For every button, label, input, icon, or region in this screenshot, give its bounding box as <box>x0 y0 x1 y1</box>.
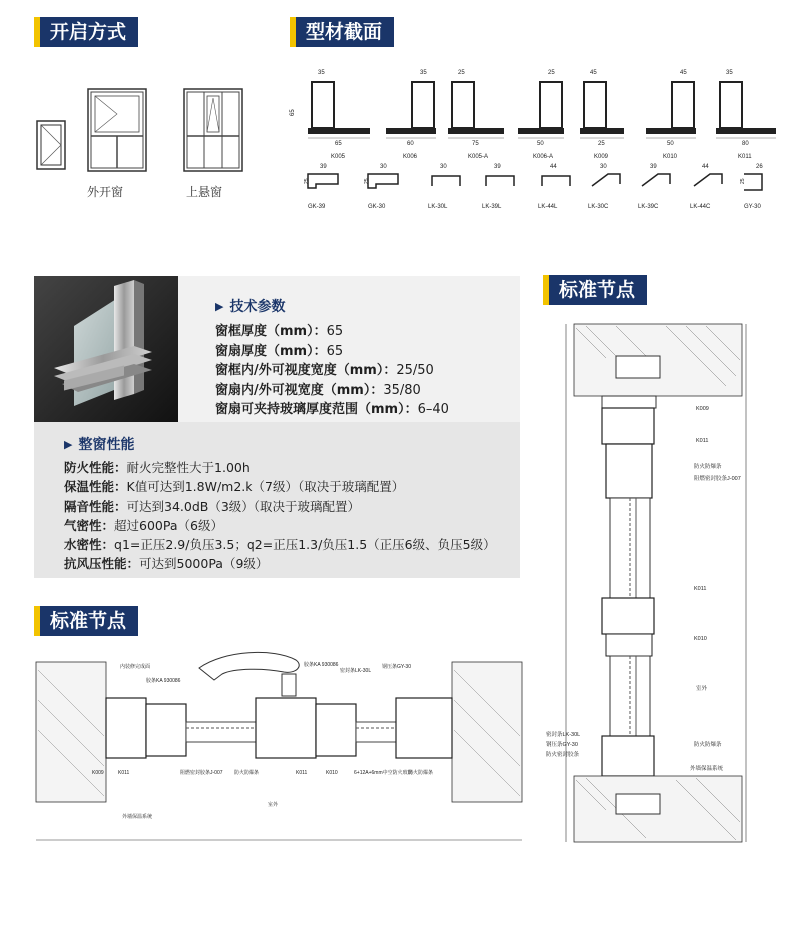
profile-side-dimension: 65 <box>290 109 296 116</box>
drawing-label: 防火防爆条 <box>694 742 722 748</box>
profile-body <box>744 174 762 190</box>
profile-bottom-dimension: 75 <box>472 141 479 147</box>
profile-top-dimension: 30 <box>440 164 447 170</box>
profile-code: K005 <box>331 154 346 160</box>
spec-value: 可达到5000Pa（9级） <box>139 556 269 572</box>
drawing-label: 防火防爆条 <box>694 464 722 470</box>
profile-body <box>592 174 620 186</box>
drawing-label: K011 <box>118 770 130 776</box>
spec-row <box>215 400 449 420</box>
drawing-label: K009 <box>696 406 709 412</box>
profile-sections <box>286 62 786 220</box>
spec-row <box>215 361 449 381</box>
profile-top-dimension: 39 <box>320 164 327 170</box>
profile-top-dimension: 30 <box>600 164 607 170</box>
profile-body <box>486 176 514 186</box>
spec-key: 窗扇厚度（mm）： <box>215 343 327 359</box>
profile-top-dimension: 39 <box>650 164 657 170</box>
spec-value: 35/80 <box>383 382 421 398</box>
spec-value: K值可达到1.8W/m2.k（7级）（取决于玻璃配置） <box>126 479 405 495</box>
profile-code: K010 <box>663 154 678 160</box>
spec-row <box>64 477 496 496</box>
spec-key: 气密性： <box>64 517 115 533</box>
spec-row <box>64 516 496 535</box>
profile-photo <box>34 276 178 422</box>
drawing-label: 胶条KA 930086 <box>146 678 181 684</box>
profile-body <box>308 174 338 188</box>
profile-bottom-dimension: 80 <box>742 141 749 147</box>
spec-row <box>64 554 496 573</box>
spec-key: 水密性： <box>64 537 115 553</box>
heading-nodes-bottom: 标准节点 <box>34 606 138 636</box>
profile-body <box>720 82 742 128</box>
spec-key: 抗风压性能： <box>64 556 140 572</box>
spec-value: 65 <box>326 343 344 359</box>
drawing-label: 阻燃密封胶条J-007 <box>180 770 223 776</box>
tech-params <box>215 322 449 420</box>
spec-row <box>215 322 449 342</box>
profile-code: LK-39L <box>482 204 502 210</box>
spec-row <box>64 458 496 477</box>
drawing-label: 室外 <box>696 686 708 692</box>
profile-top-dimension: 35 <box>318 70 325 76</box>
profile-body <box>542 176 570 186</box>
drawing-label: 内装修完成面 <box>120 664 151 670</box>
heading-profiles: 型材截面 <box>290 17 394 47</box>
profile-body <box>694 174 722 186</box>
drawing-label: 防火防爆条 <box>408 770 434 776</box>
spec-key: 窗框内/外可视度宽度（mm）： <box>215 363 397 378</box>
profile-side-dimension: 25 <box>364 178 370 184</box>
profile-code: GK-39 <box>308 204 326 210</box>
drawing-label: 防火密封胶条 <box>546 752 580 758</box>
profile-code: K005-A <box>468 154 489 160</box>
triangle-icon: ▶ <box>215 299 224 313</box>
spec-value: 25/50 <box>396 363 434 378</box>
profile-top-dimension: 39 <box>494 164 501 170</box>
drawing-label: 阻燃密封胶条J-007 <box>694 476 741 482</box>
profile-code: GK-30 <box>368 204 386 210</box>
drawing-label: 钢压条GY-30 <box>382 664 411 670</box>
drawing-label: 钢压条GY-30 <box>546 742 578 748</box>
spec-key: 隔音性能： <box>64 498 127 514</box>
spec-value: 6–40 <box>417 402 449 417</box>
profile-code: LK-44L <box>538 204 558 210</box>
profile-top-dimension: 30 <box>380 164 387 170</box>
profile-top-dimension: 44 <box>550 164 557 170</box>
profile-body <box>672 82 694 128</box>
profile-code: LK-30C <box>588 204 609 210</box>
profile-top-dimension: 45 <box>680 70 687 76</box>
profile-body <box>642 174 670 186</box>
profile-top-dimension: 45 <box>590 70 597 76</box>
profile-code: LK-44C <box>690 204 711 210</box>
drawing-label: 密封条LK-30L <box>546 732 581 738</box>
drawing-label: 外墙保温系统 <box>690 766 724 772</box>
profile-top-dimension: 35 <box>726 70 733 76</box>
drawing-label: K010 <box>326 770 338 776</box>
spec-value: 65 <box>326 324 344 339</box>
drawing-label: 胶条KA 930086 <box>304 662 339 668</box>
top-hung-window-icon <box>183 88 243 172</box>
profile-code: GY-30 <box>744 204 761 210</box>
profile-bottom-dimension: 65 <box>335 141 342 147</box>
spec-value: 耐火完整性大于1.00h <box>126 460 250 475</box>
spec-key: 窗扇可夹持玻璃厚度范围（mm）： <box>215 402 418 417</box>
profile-body <box>584 82 606 128</box>
profile-side-dimension: 25 <box>740 178 746 184</box>
profile-body <box>412 82 434 128</box>
spec-panel <box>34 276 520 578</box>
profile-top-dimension: 25 <box>458 70 465 76</box>
profile-bottom-dimension: 50 <box>667 141 674 147</box>
spec-value: q1=正压2.9/负压3.5；q2=正压1.3/负压1.5（正压6级、负压5级） <box>114 537 496 553</box>
drawing-label: K011 <box>696 438 709 444</box>
performance-list <box>64 458 496 574</box>
spec-value: 超过600Pa（6级） <box>114 517 223 533</box>
spec-row <box>64 535 496 554</box>
vertical-section-drawing <box>546 318 756 848</box>
performance-title: ▶ 整窗性能 <box>64 437 135 453</box>
profile-code: LK-39C <box>638 204 659 210</box>
horizontal-section-drawing <box>34 640 524 858</box>
top-hung-window-caption: 上悬窗 <box>186 185 223 199</box>
profile-top-dimension: 26 <box>756 164 763 170</box>
profile-body <box>452 82 474 128</box>
spec-row <box>64 497 496 516</box>
profile-body <box>432 176 460 186</box>
profile-code: K006 <box>403 154 418 160</box>
profile-body <box>368 174 398 188</box>
spec-key: 防火性能： <box>64 460 127 475</box>
drawing-label: 密封条LK-30L <box>340 668 372 674</box>
spec-key: 窗扇内/外可视宽度（mm）： <box>215 382 384 398</box>
profile-bottom-dimension: 25 <box>598 141 605 147</box>
outward-window-large-icon <box>87 88 147 172</box>
drawing-label: 6+12A+6mm中空防火玻璃 <box>354 770 413 776</box>
profile-code: K011 <box>738 154 752 160</box>
drawing-label: 外墙保温系统 <box>122 814 153 820</box>
profile-code: LK-30L <box>428 204 448 210</box>
drawing-label: K011 <box>296 770 308 776</box>
profile-bottom-dimension: 60 <box>407 141 414 147</box>
drawing-label: K010 <box>694 636 707 642</box>
spec-value: 可达到34.0dB（3级）（取决于玻璃配置） <box>126 498 361 514</box>
profile-code: K009 <box>594 154 609 160</box>
drawing-label: 防火防爆条 <box>234 770 260 776</box>
heading-nodes-right: 标准节点 <box>543 275 647 305</box>
drawing-label: K011 <box>694 586 707 592</box>
profile-bottom-dimension: 50 <box>537 141 544 147</box>
outward-window-caption: 外开窗 <box>87 185 124 199</box>
profile-body <box>312 82 334 128</box>
drawing-label: K009 <box>92 770 104 776</box>
heading-opening: 开启方式 <box>34 17 138 47</box>
profile-side-dimension: 25 <box>304 178 310 184</box>
profile-body <box>540 82 562 128</box>
spec-row <box>215 381 449 401</box>
profile-top-dimension: 44 <box>702 164 709 170</box>
drawing-label: 室外 <box>268 802 279 808</box>
profile-top-dimension: 25 <box>548 70 555 76</box>
spec-key: 窗框厚度（mm）： <box>215 324 327 339</box>
triangle-icon: ▶ <box>64 437 73 451</box>
outward-window-icon <box>36 120 66 170</box>
tech-title: ▶ 技术参数 <box>215 299 286 315</box>
spec-row <box>215 342 449 362</box>
profile-code: K006-A <box>533 154 554 160</box>
profile-top-dimension: 35 <box>420 70 427 76</box>
spec-key: 保温性能： <box>64 479 127 495</box>
